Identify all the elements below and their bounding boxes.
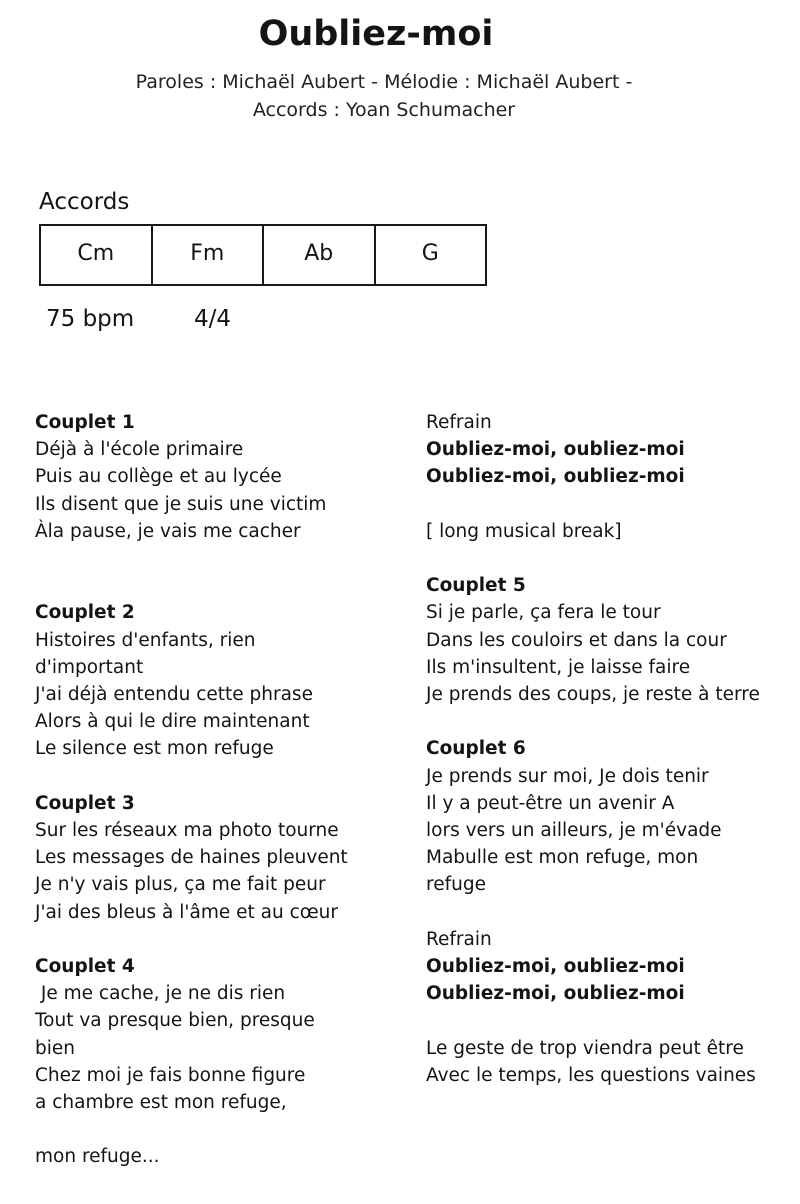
lyric-line: Avec le temps, les questions vaines: [426, 1064, 756, 1086]
lyric-line: Tout va presque bien, presque: [35, 1010, 315, 1032]
section-heading: Couplet 1: [35, 412, 135, 433]
lyric-line: Puis au collège et au lycée: [35, 466, 282, 488]
lyric-line: a chambre est mon refuge,: [35, 1092, 287, 1114]
chord-cell: Fm: [153, 226, 265, 284]
ending: [426, 1035, 796, 1089]
credits-line-1: Paroles : Michaël Aubert - Mélodie : Michaël Aubert -: [135, 71, 633, 93]
couplet-2: [35, 599, 375, 762]
lyric-line: Le silence est mon refuge: [35, 738, 274, 760]
credits-line-2: Accords : Yoan Schumacher: [252, 99, 516, 121]
song-title: Oubliez-moi: [258, 14, 494, 54]
section-heading: Couplet 3: [35, 792, 135, 814]
lyric-line: Dans les couloirs et dans la cour: [426, 629, 727, 651]
couplet-3: [35, 790, 375, 926]
lyric-line: Le geste de trop viendra peut être: [426, 1037, 744, 1059]
lyric-line: Les messages de haines pleuvent: [35, 847, 348, 869]
lyric-line: Ils m'insultent, je laisse faire: [426, 656, 691, 678]
section-heading: Couplet 2: [35, 602, 135, 624]
chord-cell: Ab: [264, 226, 376, 284]
lyric-line: [ long musical break]: [426, 520, 622, 542]
lyric-line: Chez moi je fais bonne figure: [35, 1064, 306, 1086]
lyric-line: Oubliez-moi, oubliez-moi: [426, 439, 685, 461]
lyric-line: mon refuge...: [35, 1146, 160, 1168]
lyrics-column-right: [426, 409, 796, 1116]
lyric-line: Oubliez-moi, oubliez-moi: [426, 956, 685, 977]
section-heading: Refrain: [426, 412, 492, 433]
chord-grid: [39, 224, 487, 286]
refrain-2: [426, 926, 796, 1008]
lyric-line: J'ai des bleus à l'âme et au cœur: [35, 901, 339, 923]
chords-label: Accords: [39, 189, 130, 215]
chord-cell: Cm: [41, 226, 153, 284]
lyric-line: Je me cache, je ne dis rien: [35, 983, 286, 1005]
couplet-5: [426, 572, 796, 708]
couplet-1: [35, 409, 375, 545]
lyric-line: Je prends des coups, je reste à terre: [426, 684, 760, 705]
lyric-line: Sur les réseaux ma photo tourne: [35, 820, 339, 842]
lyric-line: Je n'y vais plus, ça me fait peur: [35, 874, 326, 896]
outro-left: [35, 1143, 375, 1170]
lyric-line: bien: [35, 1037, 75, 1059]
section-heading: Refrain: [426, 928, 492, 950]
lyric-line: Déjà à l'école primaire: [35, 439, 244, 461]
lyric-line: Si je parle, ça fera le tour: [426, 602, 661, 624]
couplet-4: [35, 953, 375, 1116]
lyric-line: Oubliez-moi, oubliez-moi: [426, 983, 685, 1005]
tempo: 75 bpm: [46, 306, 135, 332]
credits: [0, 68, 768, 124]
lyric-line: Àla pause, je vais me cacher: [35, 520, 301, 542]
lyric-line: Mabulle est mon refuge, mon: [426, 847, 699, 869]
lyric-line: refuge: [426, 874, 486, 896]
couplet-6: [426, 735, 796, 898]
lyric-line: Histoires d'enfants, rien: [35, 629, 256, 651]
chord-cell: G: [421, 240, 439, 266]
section-heading: Couplet 5: [426, 575, 526, 597]
time-signature: 4/4: [194, 306, 232, 332]
section-heading: Couplet 4: [35, 956, 135, 978]
refrain-1: [426, 409, 796, 491]
section-heading: Couplet 6: [426, 738, 526, 760]
lyric-line: Alors à qui le dire maintenant: [35, 711, 310, 733]
lyric-line: Je prends sur moi, Je dois tenir: [426, 765, 709, 787]
lyric-line: d'important: [35, 656, 144, 678]
lyric-line: Ils disent que je suis une victim: [35, 493, 327, 515]
lyric-line: lors vers un ailleurs, je m'évade: [426, 820, 722, 841]
musical-break: [426, 518, 796, 545]
lyric-line: Il y a peut-être un avenir A: [426, 792, 675, 814]
lyric-line: J'ai déjà entendu cette phrase: [35, 684, 313, 706]
lyrics-column-left: [35, 409, 375, 1198]
lyric-line: Oubliez-moi, oubliez-moi: [426, 466, 685, 488]
